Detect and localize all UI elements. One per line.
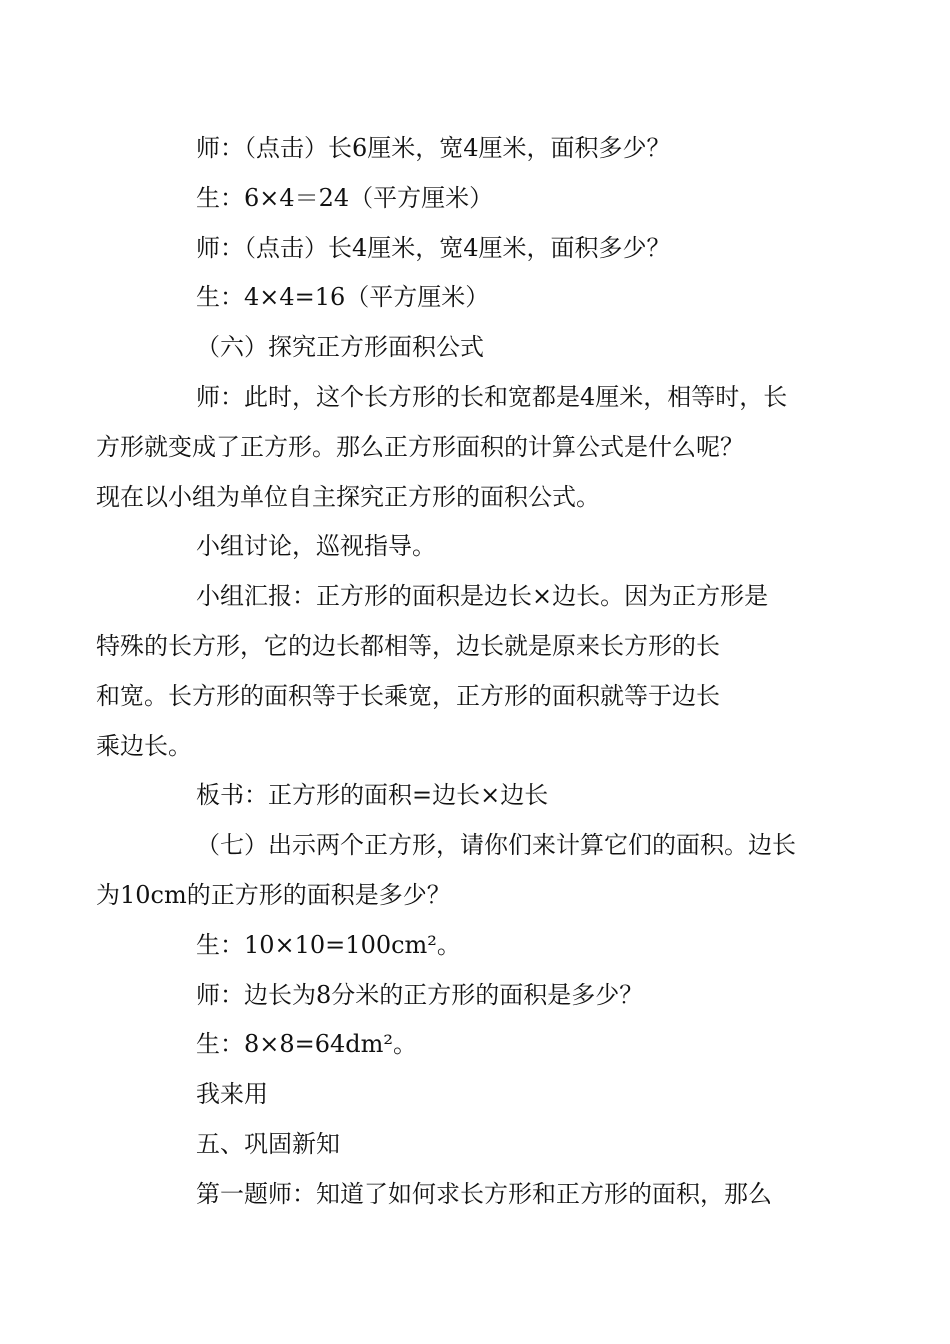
text-line: 生：4×4=16（平方厘米） <box>196 283 490 312</box>
paragraph-16 <box>146 1170 810 1220</box>
text-line: 师：（点击）长6厘米，宽4厘米，面积多少？ <box>196 134 671 162</box>
section-heading-7 <box>96 821 810 921</box>
paragraph-12 <box>146 971 810 1021</box>
text-line: 现在以小组为单位自主探究正方形的面积公式。 <box>96 482 600 511</box>
paragraph-8 <box>96 572 810 771</box>
text-line: 师：边长为8分米的正方形的面积是多少？ <box>196 980 644 1009</box>
text-line: 师：此时，这个长方形的长和宽都是4厘米，相等时，长 <box>196 382 788 411</box>
paragraph-13 <box>146 1020 810 1070</box>
text-line: 小组汇报：正方形的面积是边长×边长。因为正方形是 <box>196 582 769 611</box>
section-heading-5 <box>146 1120 810 1170</box>
paragraph-14 <box>146 1070 810 1120</box>
text-line: 特殊的长方形，它的边长都相等，边长就是原来长方形的长 <box>96 631 720 660</box>
paragraph-9 <box>146 771 810 821</box>
text-line: 方形就变成了正方形。那么正方形面积的计算公式是什么呢？ <box>96 432 744 461</box>
paragraph-7 <box>146 522 810 572</box>
text-line: 生：10×10=100cm²。 <box>196 930 461 959</box>
text-line: 生：8×8=64dm²。 <box>196 1030 418 1059</box>
text-line: 小组讨论，巡视指导。 <box>196 532 436 561</box>
text-line: 生：6×4＝24（平方厘米） <box>196 183 494 212</box>
text-line: 我来用 <box>196 1080 268 1109</box>
text-line: （七）出示两个正方形，请你们来计算它们的面积。边长 <box>196 831 796 860</box>
text-line: 为10cm的正方形的面积是多少？ <box>96 880 451 909</box>
text-line: 五、巩固新知 <box>196 1129 340 1158</box>
paragraph-4 <box>146 273 810 323</box>
paragraph-2 <box>146 174 810 224</box>
text-line: 第一题师：知道了如何求长方形和正方形的面积，那么 <box>196 1179 772 1208</box>
text-line: 乘边长。 <box>96 731 192 760</box>
text-line: 师：（点击）长4厘米，宽4厘米，面积多少？ <box>196 233 671 262</box>
text-line: 和宽。长方形的面积等于长乘宽，正方形的面积就等于边长 <box>96 681 720 710</box>
paragraph-1 <box>146 124 810 174</box>
text-line: （六）探究正方形面积公式 <box>196 333 484 362</box>
document-page <box>96 124 810 1220</box>
text-line: 板书：正方形的面积=边长×边长 <box>196 781 549 810</box>
paragraph-6 <box>96 373 810 522</box>
paragraph-3 <box>146 224 810 274</box>
section-heading-6 <box>146 323 810 373</box>
paragraph-11 <box>146 921 810 971</box>
